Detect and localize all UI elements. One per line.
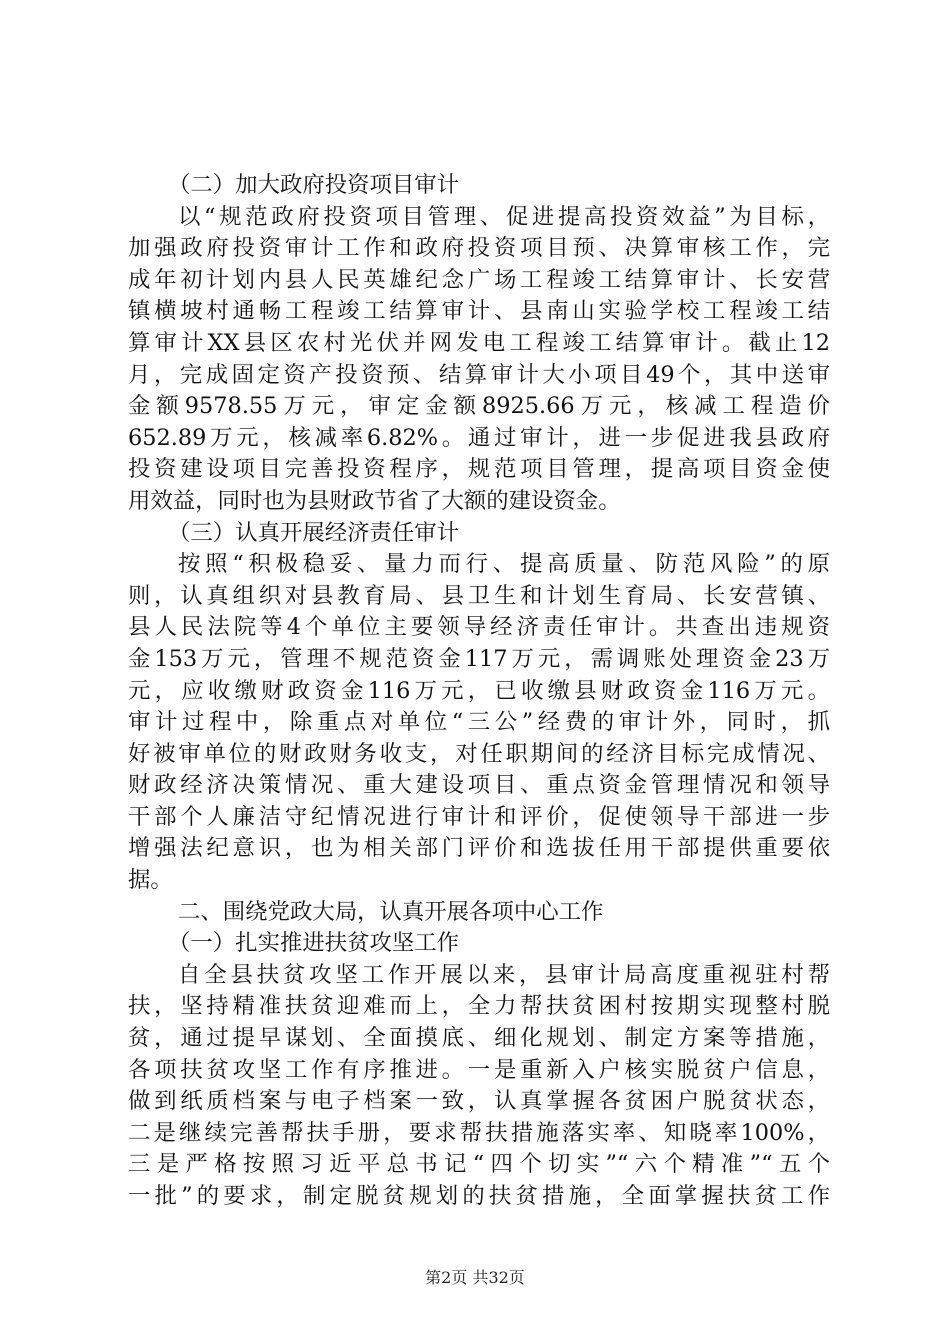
text-line: 投资建设项目完善投资程序，规范项目管理，提高项目资金使 [128, 456, 830, 483]
text-line: 一批”的要求，制定脱贫规划的扶贫措施，全面掌握扶贫工作 [128, 1183, 830, 1209]
text-line: 金额9578.55万元，审定金额8925.66万元，核减工程造价 [128, 393, 830, 420]
text-line: 月，完成固定资产投资预、结算审计大小项目49个，其中送审 [128, 361, 830, 388]
text-line: 用效益，同时也为县财政节省了大额的建设资金。 [128, 487, 621, 514]
text-line: 以“规范政府投资项目管理、促进提高投资效益”为目标， [178, 203, 830, 230]
text-line: 干部个人廉洁守纪情况进行审计和评价，促使领导干部进一步 [128, 803, 830, 830]
text-line: 贫，通过提早谋划、全面摸底、细化规划、制定方案等措施， [128, 1025, 830, 1052]
text-line: 成年初计划内县人民英雄纪念广场工程竣工结算审计、长安营 [128, 266, 830, 293]
text-line: 加强政府投资审计工作和政府投资项目预、决算审核工作，完 [128, 235, 830, 262]
text-line: 算审计XX县区农村光伏并网发电工程竣工结算审计。截止12 [128, 329, 830, 356]
text-line: （一）扎实推进扶贫攻坚工作 [168, 930, 460, 957]
text-line: 县人民法院等4个单位主要领导经济责任审计。共查出违规资 [128, 614, 830, 641]
text-line: 则，认真组织对县教育局、县卫生和计划生育局、长安营镇、 [128, 582, 830, 609]
text-line: 金153万元，管理不规范资金117万元，需调账处理资金23万 [128, 645, 830, 672]
text-line: 扶，坚持精准扶贫迎难而上，全力帮扶贫困村按期实现整村脱 [128, 993, 830, 1020]
text-line: 做到纸质档案与电子档案一致，认真掌握各贫困户脱贫状态， [128, 1088, 830, 1115]
text-line: （三）认真开展经济责任审计 [168, 519, 460, 546]
text-line: 据。 [128, 867, 173, 894]
text-line: 审计过程中，除重点对单位“三公”经费的审计外，同时，抓 [128, 709, 830, 736]
text-line: （二）加大政府投资项目审计 [168, 172, 460, 198]
text-line: 二是继续完善帮扶手册，要求帮扶措施落实率、知晓率100%， [128, 1119, 830, 1146]
text-line: 按照“积极稳妥、量力而行、提高质量、防范风险”的原 [178, 551, 830, 578]
text-line: 三是严格按照习近平总书记“四个切实”“六个精准”“五个 [128, 1151, 830, 1178]
text-line: 元，应收缴财政资金116万元，已收缴县财政资金116万元。 [128, 677, 830, 704]
text-line: 自全县扶贫攻坚工作开展以来，县审计局高度重视驻村帮 [178, 961, 830, 988]
text-line: 二、围绕党政大局，认真开展各项中心工作 [178, 898, 604, 925]
text-line: 各项扶贫攻坚工作有序推进。一是重新入户核实脱贫户信息， [128, 1056, 830, 1083]
text-line: 652.89万元，核减率6.82%。通过审计，进一步促进我县政府 [128, 424, 830, 451]
text-line: 好被审单位的财政财务收支，对任职期间的经济目标完成情况、 [128, 740, 830, 767]
text-line: 镇横坡村通畅工程竣工结算审计、县南山实验学校工程竣工结 [128, 298, 830, 325]
page-number-footer: 第2页 共32页 [425, 1268, 525, 1287]
text-line: 增强法纪意识，也为相关部门评价和选拔任用干部提供重要依 [128, 835, 830, 862]
text-line: 财政经济决策情况、重大建设项目、重点资金管理情况和领导 [128, 772, 830, 799]
document-body [128, 170, 830, 1213]
